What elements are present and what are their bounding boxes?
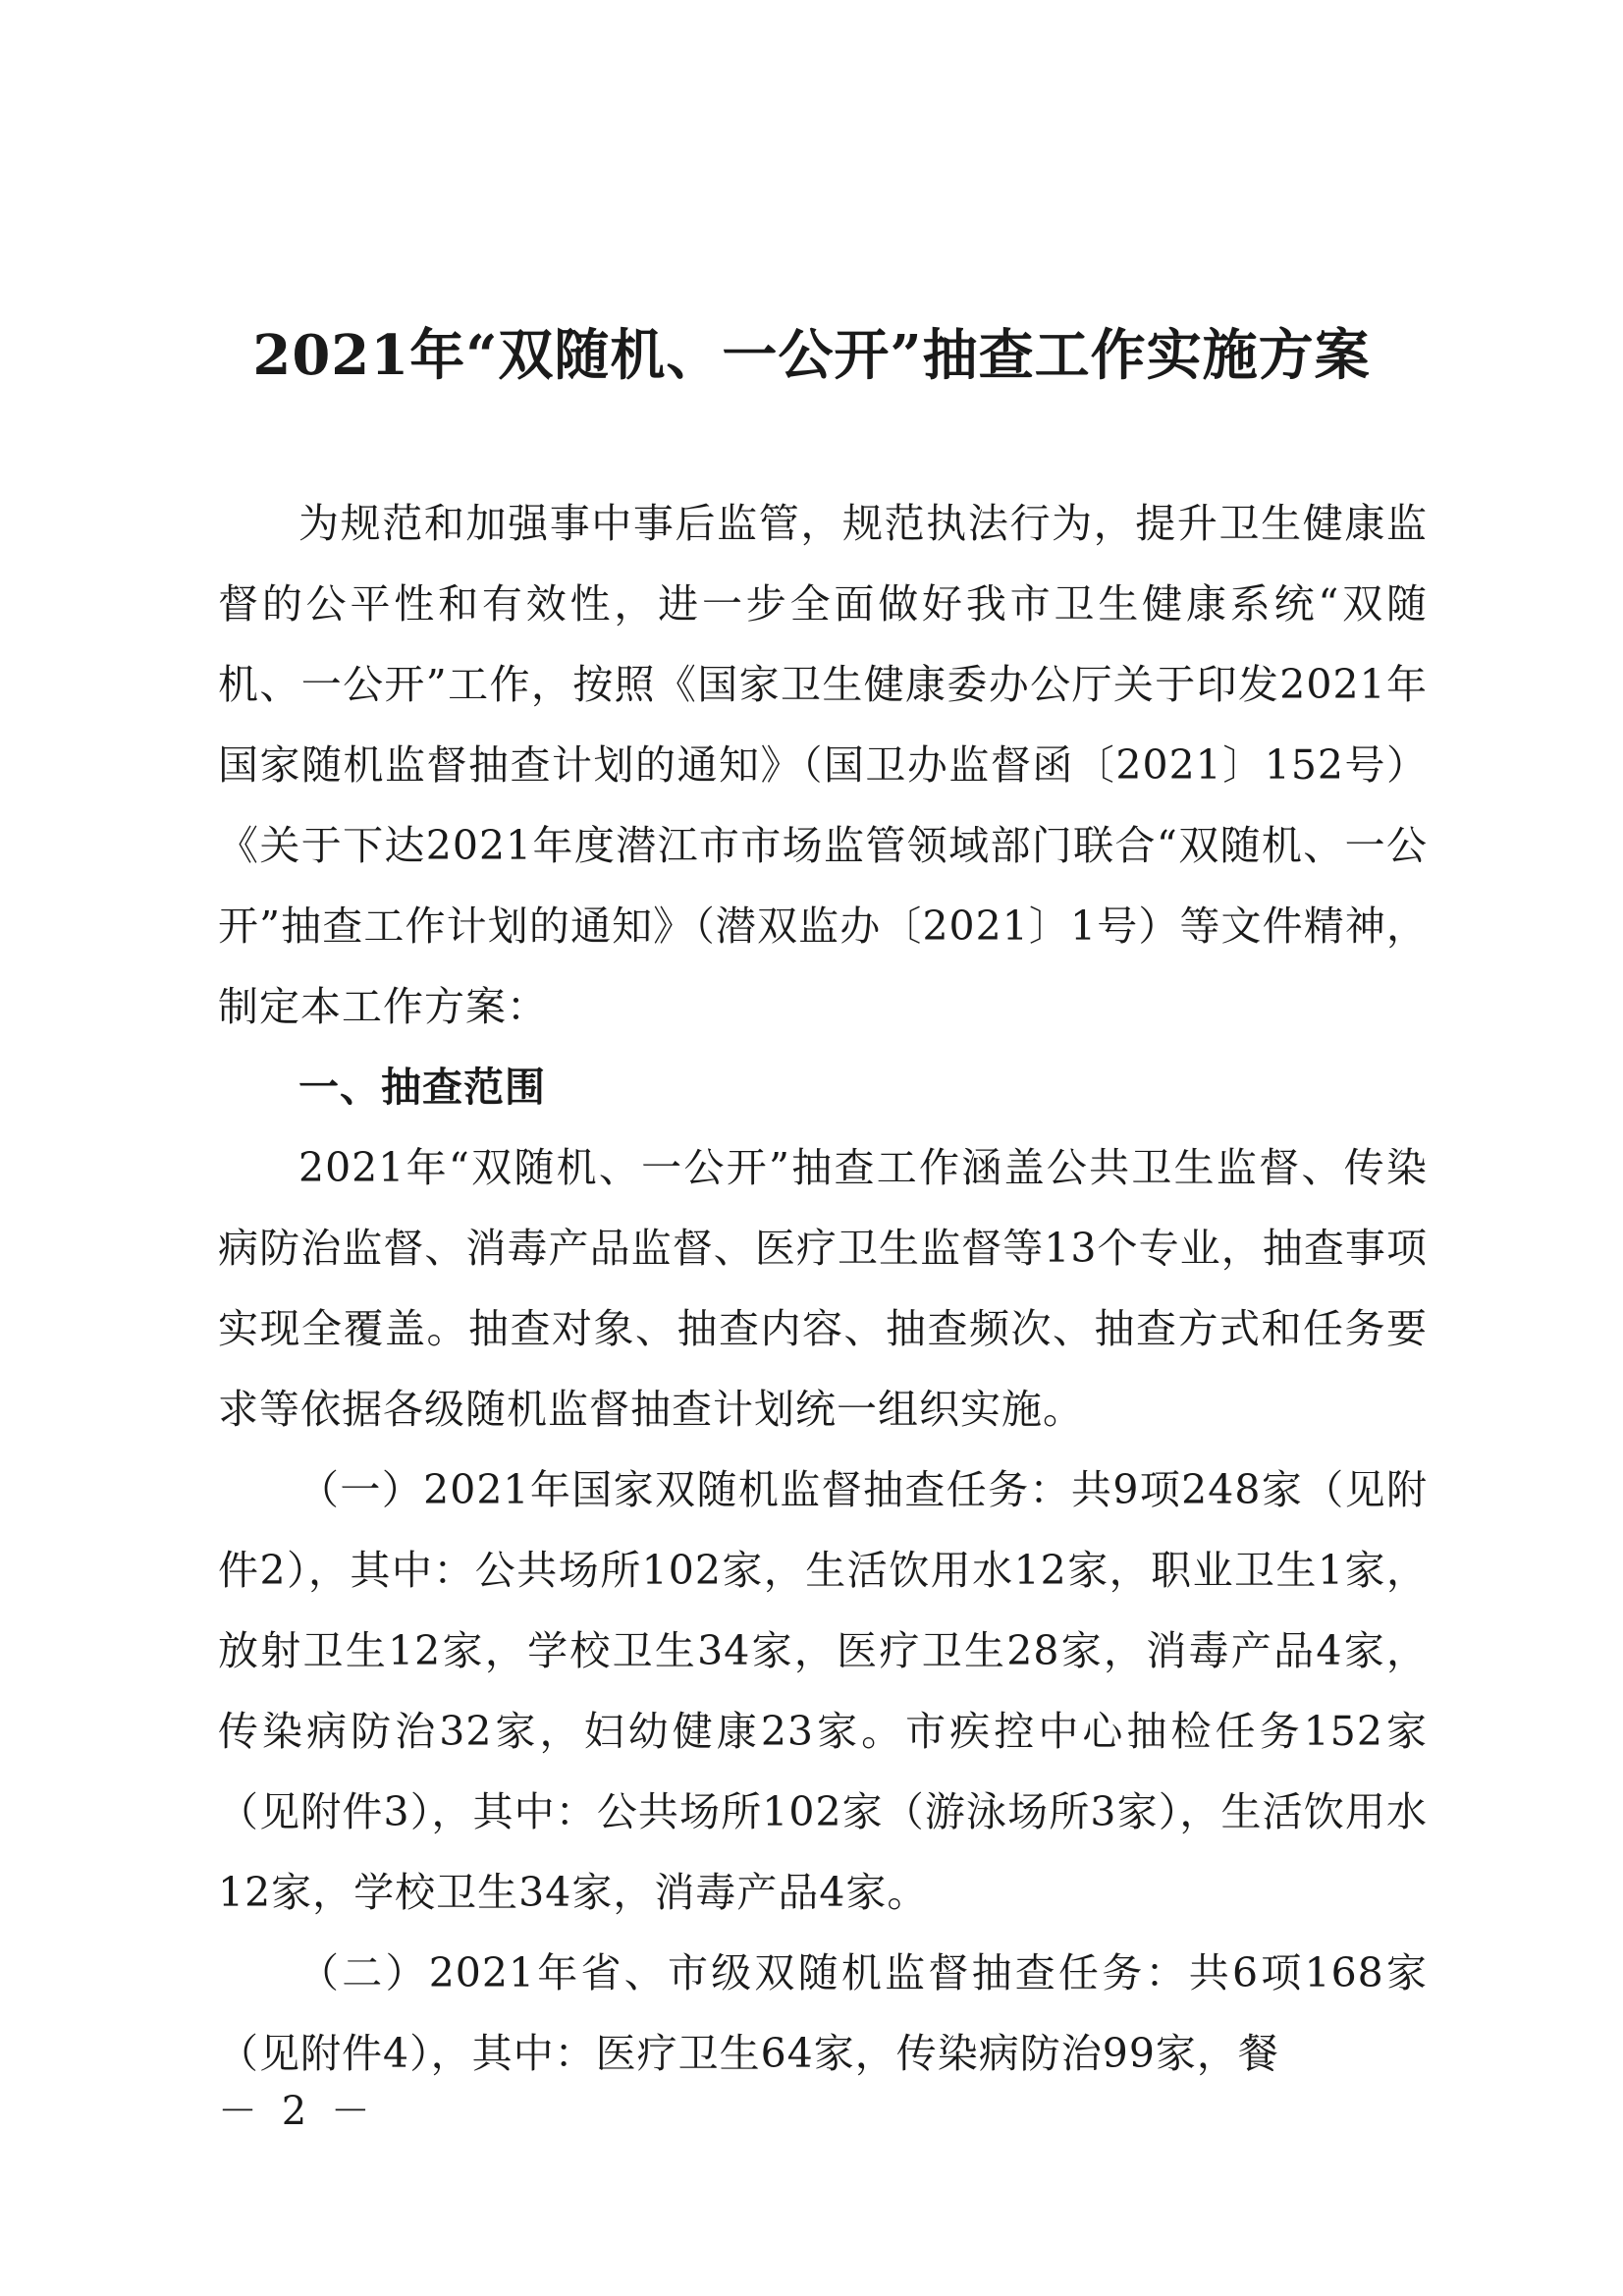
section-paragraph: （二）2021年省、市级双随机监督抽查任务：共6项168家（见附件4），其中：医疗卫生64家，传染病防治99家，餐 bbox=[218, 1949, 1428, 2077]
page-number: － 2 － bbox=[218, 2089, 376, 2134]
section-paragraph: 2021年“双随机、一公开”抽查工作涵盖公共卫生监督、传染病防治监督、消毒产品监督、医疗卫生监督等13个专业，抽查事项实现全覆盖。抽查对象、抽查内容、抽查频次、抽查方式和任务要求等依据各级随机监督抽查计划统一组织实施。 bbox=[218, 1144, 1428, 1433]
section-heading: 一、抽查范围 bbox=[298, 1064, 546, 1111]
intro-paragraph: 为规范和加强事中事后监管，规范执法行为，提升卫生健康监督的公平性和有效性，进一步全面做好我市卫生健康系统“双随机、一公开”工作，按照《国家卫生健康委办公厅关于印发2021年国家随机监督抽查计划的通知》（国卫办监督函〔2021〕152号）《关于下达2021年度潜江市市场监管领域部门联合“双随机、一公开”抽查工作计划的通知》（潜双监办〔2021〕1号）等文件精神，制定本工作方案： bbox=[218, 500, 1428, 1030]
document-title: 2021年“双随机、一公开”抽查工作实施方案 bbox=[252, 323, 1371, 388]
section-paragraph: （一）2021年国家双随机监督抽查任务：共9项248家（见附件2），其中：公共场所102家，生活饮用水12家，职业卫生1家，放射卫生12家，学校卫生34家，医疗卫生28家，消毒产品4家，传染病防治32家，妇幼健康23家。市疾控中心抽检任务152家（见附件3），其中：公共场所102家（游泳场所3家），生活饮用水12家，学校卫生34家，消毒产品4家。 bbox=[218, 1466, 1428, 1916]
document-body bbox=[218, 483, 1428, 2094]
